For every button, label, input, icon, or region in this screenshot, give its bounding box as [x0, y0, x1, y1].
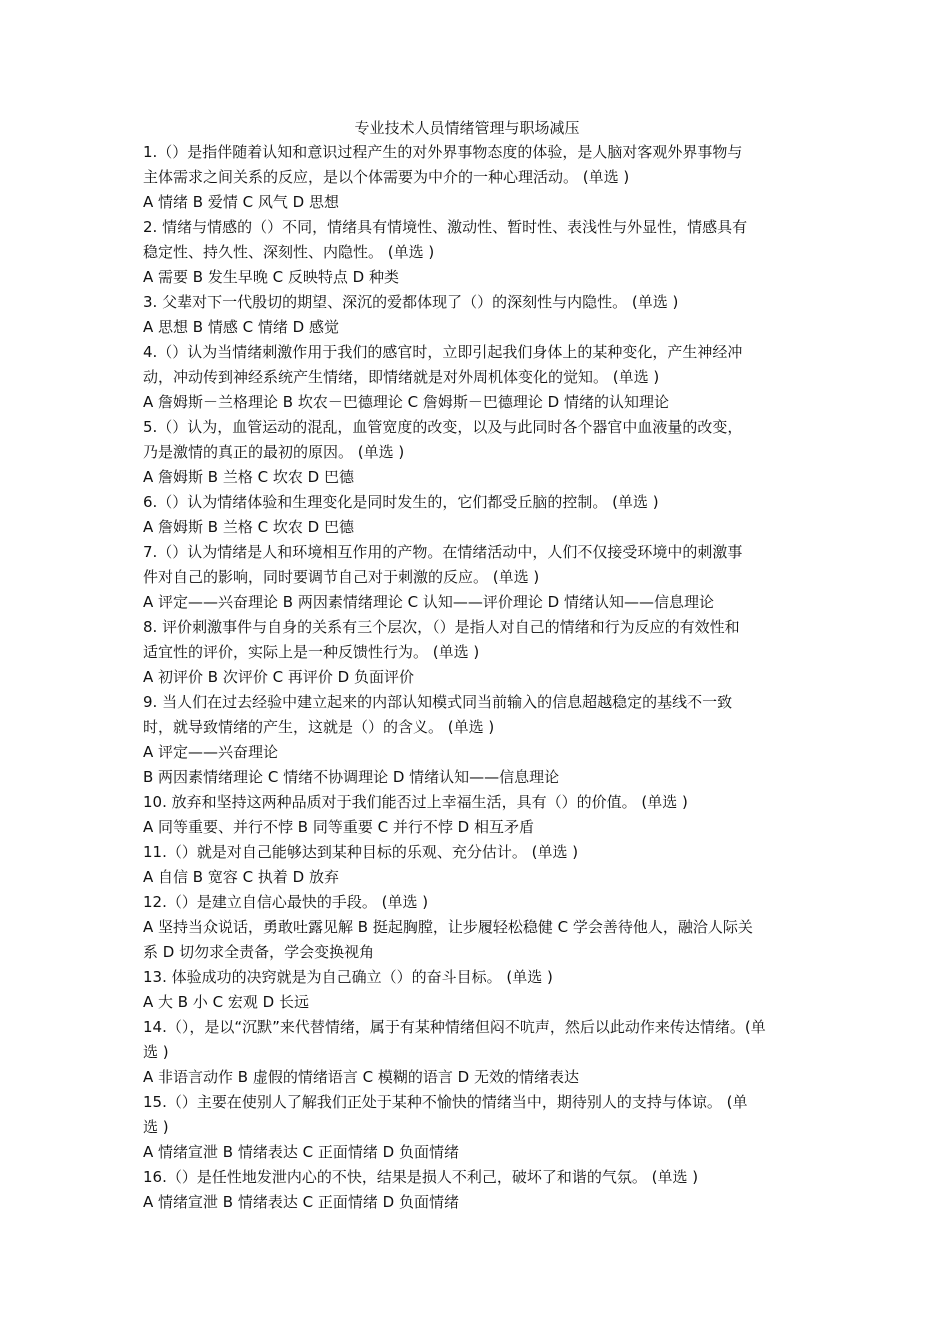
question-text-line: 8. 评价刺激事件与自身的关系有三个层次，（）是指人对自己的情绪和行为反应的有效性和: [143, 618, 740, 636]
question-text-line: 件对自己的影响，同时要调节自己对于刺激的反应。 (单选 ): [143, 568, 540, 586]
question-text-line: 7.（）认为情绪是人和环境相互作用的产物。在情绪活动中，人们不仅接受环境中的刺激事: [143, 543, 743, 561]
answer-options-line: A 自信 B 宽容 C 执着 D 放弃: [143, 868, 339, 886]
answer-options-line: A 初评价 B 次评价 C 再评价 D 负面评价: [143, 668, 414, 686]
question-item: [143, 890, 811, 965]
question-item: [143, 690, 811, 790]
question-item: [143, 1090, 811, 1165]
question-item: [143, 540, 811, 615]
answer-options-line: A 詹姆斯 B 兰格 C 坎农 D 巴德: [143, 468, 354, 486]
question-text-line: 4.（）认为当情绪刺激作用于我们的感官时，立即引起我们身体上的某种变化，产生神经冲: [143, 343, 743, 361]
question-list: [143, 140, 811, 1215]
question-item: [143, 215, 811, 290]
answer-options-line: A 大 B 小 C 宏观 D 长远: [143, 993, 309, 1011]
answer-options-line: A 评定——兴奋理论: [143, 743, 279, 761]
answer-options-line: A 同等重要、并行不悖 B 同等重要 C 并行不悖 D 相互矛盾: [143, 818, 534, 836]
question-text-line: 选 ): [143, 1043, 169, 1061]
answer-options-line: A 情绪宣泄 B 情绪表达 C 正面情绪 D 负面情绪: [143, 1193, 459, 1211]
question-text-line: 稳定性、持久性、深刻性、内隐性。 (单选 ): [143, 243, 435, 261]
question-text-line: 16.（）是任性地发泄内心的不快，结果是损人不利己，破坏了和谐的气氛。 (单选 ): [143, 1168, 699, 1186]
question-text-line: 3. 父辈对下一代殷切的期望、深沉的爱都体现了（）的深刻性与内隐性。 (单选 ): [143, 293, 679, 311]
answer-options-line: A 詹姆斯 B 兰格 C 坎农 D 巴德: [143, 518, 354, 536]
question-text-line: 10. 放弃和坚持这两种品质对于我们能否过上幸福生活，具有（）的价值。 (单选 ): [143, 793, 688, 811]
question-item: [143, 490, 811, 540]
question-item: [143, 1165, 811, 1215]
question-text-line: 适宜性的评价，实际上是一种反馈性行为。 (单选 ): [143, 643, 480, 661]
question-text-line: 选 ): [143, 1118, 169, 1136]
question-text-line: 时，就导致情绪的产生，这就是（）的含义。 (单选 ): [143, 718, 495, 736]
answer-options-line: A 情绪 B 爱情 C 风气 D 思想: [143, 193, 339, 211]
answer-options-line: A 思想 B 情感 C 情绪 D 感觉: [143, 318, 339, 336]
answer-options-line: A 詹姆斯－兰格理论 B 坎农－巴德理论 C 詹姆斯－巴德理论 D 情绪的认知理论: [143, 393, 669, 411]
question-text-line: 5.（）认为，血管运动的混乱，血管宽度的改变，以及与此同时各个器官中血液量的改变，: [143, 418, 743, 436]
question-text-line: 9. 当人们在过去经验中建立起来的内部认知模式同当前输入的信息超越稳定的基线不一致: [143, 693, 733, 711]
question-item: [143, 290, 811, 340]
question-text-line: 11.（）就是对自己能够达到某种目标的乐观、充分估计。 (单选 ): [143, 843, 579, 861]
question-text-line: 12.（）是建立自信心最快的手段。 (单选 ): [143, 893, 429, 911]
question-text-line: 15.（）主要在使别人了解我们正处于某种不愉快的情绪当中，期待别人的支持与体谅。 (单: [143, 1093, 748, 1111]
question-text-line: 14.（），是以“沉默”来代替情绪，属于有某种情绪但闷不吭声，然后以此动作来传达情绪。(单: [143, 1018, 766, 1036]
question-text-line: 动，冲动传到神经系统产生情绪，即情绪就是对外周机体变化的觉知。 (单选 ): [143, 368, 660, 386]
question-item: [143, 340, 811, 415]
question-text-line: 主体需求之间关系的反应，是以个体需要为中介的一种心理活动。 (单选 ): [143, 168, 630, 186]
question-item: [143, 790, 811, 840]
answer-options-line: A 评定——兴奋理论 B 两因素情绪理论 C 认知——评价理论 D 情绪认知——信息理论: [143, 593, 714, 611]
answer-options-line: A 情绪宣泄 B 情绪表达 C 正面情绪 D 负面情绪: [143, 1143, 459, 1161]
question-item: [143, 965, 811, 1015]
question-item: [143, 1015, 811, 1090]
answer-options-line: 系 D 切勿求全责备，学会变换视角: [143, 943, 375, 961]
document-title: 专业技术人员情绪管理与职场减压: [354, 119, 580, 137]
question-item: [143, 615, 811, 690]
question-text-line: 13. 体验成功的决窍就是为自己确立（）的奋斗目标。 (单选 ): [143, 968, 553, 986]
document-page: [143, 116, 811, 1215]
question-item: [143, 415, 811, 490]
answer-options-line: A 非语言动作 B 虚假的情绪语言 C 模糊的语言 D 无效的情绪表达: [143, 1068, 579, 1086]
question-text-line: 2. 情绪与情感的（）不同，情绪具有情境性、激动性、暂时性、表浅性与外显性，情感具有: [143, 218, 748, 236]
question-item: [143, 840, 811, 890]
question-item: [143, 140, 811, 215]
question-text-line: 1.（）是指伴随着认知和意识过程产生的对外界事物态度的体验，是人脑对客观外界事物与: [143, 143, 743, 161]
answer-options-line: A 需要 B 发生早晚 C 反映特点 D 种类: [143, 268, 399, 286]
answer-options-line: A 坚持当众说话，勇敢吐露见解 B 挺起胸膛，让步履轻松稳健 C 学会善待他人，融洽人际关: [143, 918, 753, 936]
question-text-line: 6.（）认为情绪体验和生理变化是同时发生的，它们都受丘脑的控制。 (单选 ): [143, 493, 659, 511]
answer-options-line: B 两因素情绪理论 C 情绪不协调理论 D 情绪认知——信息理论: [143, 768, 560, 786]
question-text-line: 乃是激情的真正的最初的原因。 (单选 ): [143, 443, 405, 461]
